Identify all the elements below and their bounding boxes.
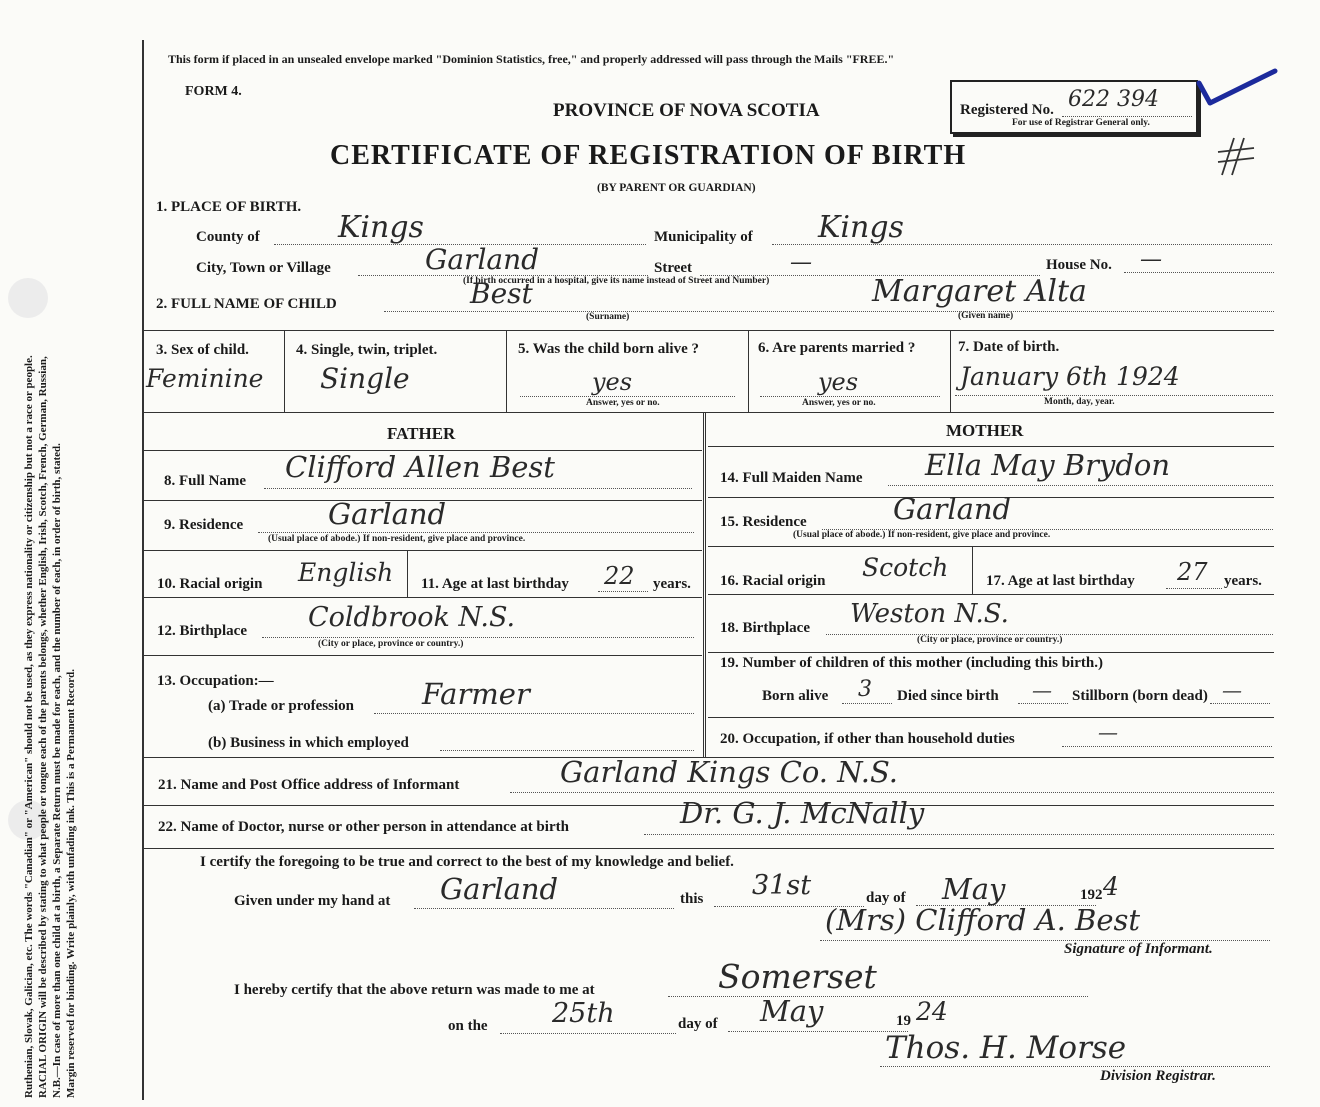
father-residence-note: (Usual place of abode.) If non-resident, give place and province. <box>268 534 526 544</box>
registrar-day-rule <box>500 1033 676 1034</box>
mother-birthplace-note: (City or place, province or country.) <box>917 635 1063 645</box>
mother-children-label: 19. Number of children of this mother (including this birth.) <box>720 655 1103 671</box>
mother-race-value: Scotch <box>862 553 949 582</box>
child-surname-value: Best <box>470 277 533 310</box>
born-alive-label: 5. Was the child born alive ? <box>518 341 699 357</box>
father-residence-rule <box>258 532 694 533</box>
rule-mother-race-end <box>972 546 973 594</box>
given-day-value: 31st <box>752 870 812 901</box>
margin-line: Ruthenian, Slovak, Galician, etc. The words "Canadian" or "American" should not be used, as they express nationality or citizenship but not a race or people. <box>23 355 35 1098</box>
rule-row3-bottom <box>144 412 1274 413</box>
certification-statement: I certify the foregoing to be true and correct to the best of my knowledge and belief. <box>200 854 734 870</box>
registrar-statement: I hereby certify that the above return was made to me at <box>234 982 595 998</box>
informant-signature-label: Signature of Informant. <box>1064 941 1213 957</box>
died-since-birth-rule <box>1018 703 1068 704</box>
father-name-rule <box>264 488 692 489</box>
street-label: Street <box>654 260 693 276</box>
informant-rule <box>510 792 1274 793</box>
tally-mark-icon <box>1212 130 1262 180</box>
father-business-rule <box>440 750 694 751</box>
rule-mother-4 <box>708 652 1274 653</box>
mother-occupation-rule <box>1062 746 1272 747</box>
county-value: Kings <box>338 210 424 245</box>
registrar-year-prefix: 19 <box>896 1013 911 1029</box>
registrar-signature-label: Division Registrar. <box>1100 1068 1216 1084</box>
doctor-label: 22. Name of Doctor, nurse or other person in attendance at birth <box>158 819 569 835</box>
father-trade-rule <box>374 713 694 714</box>
child-name-label: 2. FULL NAME OF CHILD <box>156 296 337 312</box>
rule-col1 <box>284 330 285 412</box>
margin-rule <box>142 40 144 1100</box>
given-day-of-label: day of <box>866 890 906 906</box>
rule-father-4 <box>144 655 702 656</box>
married-rule <box>760 396 940 397</box>
father-residence-value: Garland <box>328 497 447 531</box>
father-name-label: 8. Full Name <box>164 473 247 489</box>
father-birthplace-label: 12. Birthplace <box>157 623 247 639</box>
municipality-label: Municipality of <box>654 229 753 245</box>
mother-age-label: 17. Age at last birthday <box>986 573 1135 589</box>
father-race-label: 10. Racial origin <box>157 576 263 592</box>
registration-label: Registered No. <box>960 102 1054 118</box>
registration-rule <box>1062 116 1192 117</box>
house-number-rule <box>1124 272 1274 273</box>
given-under-hand-label: Given under my hand at <box>234 893 391 909</box>
stillborn-value: — <box>1222 678 1242 702</box>
father-age-label: 11. Age at last birthday <box>421 576 569 592</box>
registrar-month-value: May <box>760 994 824 1028</box>
mother-age-rule <box>1166 588 1222 589</box>
died-since-birth-label: Died since birth <box>897 688 999 704</box>
married-value: yes <box>818 368 859 396</box>
informant-value: Garland Kings Co. N.S. <box>560 755 898 789</box>
this-label: this <box>680 891 704 907</box>
parents-divider <box>703 412 706 757</box>
municipality-value: Kings <box>818 210 904 245</box>
registration-number: 622 394 <box>1068 87 1159 112</box>
given-year-value: 4 <box>1103 872 1119 901</box>
father-race-value: English <box>298 558 394 587</box>
surname-note: (Surname) <box>586 312 630 322</box>
rule-father-3 <box>144 597 702 598</box>
registrar-place-value: Somerset <box>718 957 877 996</box>
rule-father-race-end <box>407 550 408 597</box>
born-alive-note: Answer, yes or no. <box>586 398 660 408</box>
mother-birthplace-value: Weston N.S. <box>850 599 1009 629</box>
mother-occupation-value: — <box>1098 720 1118 744</box>
rule-father-2 <box>144 550 702 551</box>
registrar-day-value: 25th <box>552 998 615 1029</box>
father-birthplace-value: Coldbrook N.S. <box>308 602 516 633</box>
married-note: Answer, yes or no. <box>802 398 876 408</box>
document-subtitle: (BY PARENT OR GUARDIAN) <box>597 182 756 194</box>
given-year-prefix: 192 <box>1080 887 1103 903</box>
document-title: CERTIFICATE OF REGISTRATION OF BIRTH <box>330 140 967 171</box>
binding-margin-notes <box>22 58 78 1098</box>
given-name-note: (Given name) <box>958 311 1014 321</box>
father-business-label: (b) Business in which employed <box>208 735 409 751</box>
margin-line: N.B.—In case of more than one child at a birth, a Separate Return must be made for each, and the number of each, in order of birth, stated. <box>51 443 63 1098</box>
sex-value: Feminine <box>146 364 264 393</box>
street-value: — <box>790 250 812 275</box>
form-number: FORM 4. <box>185 84 242 99</box>
registrar-on-label: on the <box>448 1018 488 1034</box>
city-value: Garland <box>425 243 540 276</box>
county-label: County of <box>196 229 260 245</box>
doctor-rule <box>644 834 1274 835</box>
born-alive-count-value: 3 <box>858 677 872 702</box>
rule-heading-mother <box>708 446 1274 447</box>
mother-heading: MOTHER <box>946 421 1024 440</box>
given-month-value: May <box>942 872 1006 906</box>
born-alive-value: yes <box>592 368 633 396</box>
sex-label: 3. Sex of child. <box>156 342 249 358</box>
given-place-value: Garland <box>440 872 559 906</box>
registrar-month-rule <box>728 1031 908 1032</box>
married-label: 6. Are parents married ? <box>758 340 916 356</box>
plurality-value: Single <box>320 362 410 395</box>
registrar-day-of-label: day of <box>678 1016 718 1032</box>
mother-residence-label: 15. Residence <box>720 514 807 530</box>
stillborn-label: Stillborn (born dead) <box>1072 688 1208 704</box>
given-place-rule <box>414 908 674 909</box>
margin-line: Margin reserved for binding. Write plainly, with unfading ink. This is a Permanent Record. <box>65 669 77 1098</box>
house-number-label: House No. <box>1046 257 1112 273</box>
rule-mother-3 <box>708 594 1274 595</box>
mother-residence-note: (Usual place of abode.) If non-resident, give place and province. <box>793 530 1051 540</box>
father-trade-label: (a) Trade or profession <box>208 698 354 714</box>
father-age-rule <box>598 591 648 592</box>
father-residence-label: 9. Residence <box>164 517 244 533</box>
postal-notice: This form if placed in an unsealed envelope marked "Dominion Statistics, free," and properly addressed will pass through the Mails "FREE." <box>168 52 895 66</box>
rule-doctor <box>144 848 1274 849</box>
rule-row3-top <box>144 330 1274 331</box>
mother-name-label: 14. Full Maiden Name <box>720 470 863 486</box>
father-age-years: years. <box>653 576 691 592</box>
date-of-birth-note: Month, day, year. <box>1044 397 1115 407</box>
father-age-value: 22 <box>604 562 635 590</box>
registrar-year-value: 24 <box>916 997 948 1026</box>
mother-residence-value: Garland <box>893 492 1012 526</box>
house-number-value: — <box>1140 247 1162 272</box>
city-label: City, Town or Village <box>196 260 331 276</box>
registrar-signature-rule <box>880 1066 1270 1067</box>
born-alive-count-label: Born alive <box>762 688 829 704</box>
mother-birthplace-label: 18. Birthplace <box>720 620 810 636</box>
father-heading: FATHER <box>387 424 456 443</box>
date-of-birth-rule <box>955 395 1273 396</box>
rule-col3 <box>748 330 749 412</box>
mother-age-value: 27 <box>1177 558 1208 586</box>
informant-signature: (Mrs) Clifford A. Best <box>825 903 1141 937</box>
mother-name-value: Ella May Brydon <box>925 448 1171 482</box>
rule-mother-5 <box>708 717 1274 718</box>
check-mark-icon <box>1195 65 1280 110</box>
mother-name-rule <box>888 485 1273 486</box>
hospital-note: (If birth occurred in a hospital, give its name instead of Street and Number) <box>463 276 770 286</box>
doctor-value: Dr. G. J. McNally <box>680 796 925 830</box>
father-birthplace-note: (City or place, province or country.) <box>318 639 464 649</box>
rule-col4 <box>950 330 951 412</box>
child-name-rule <box>384 311 1274 312</box>
father-occupation-label: 13. Occupation:— <box>157 673 274 689</box>
mother-age-years: years. <box>1224 573 1262 589</box>
father-name-value: Clifford Allen Best <box>285 450 555 484</box>
mother-race-label: 16. Racial origin <box>720 573 826 589</box>
born-alive-rule <box>520 396 735 397</box>
born-alive-count-rule <box>842 703 892 704</box>
father-trade-value: Farmer <box>422 677 530 711</box>
registration-note: For use of Registrar General only. <box>1012 118 1150 128</box>
child-given-name-value: Margaret Alta <box>872 274 1087 309</box>
place-of-birth-label: 1. PLACE OF BIRTH. <box>156 199 302 215</box>
stillborn-rule <box>1210 703 1270 704</box>
died-since-birth-value: — <box>1032 678 1052 702</box>
date-of-birth-label: 7. Date of birth. <box>958 339 1060 355</box>
mother-occupation-label: 20. Occupation, if other than household duties <box>720 731 1015 747</box>
rule-mother-2 <box>708 546 1274 547</box>
registrar-signature: Thos. H. Morse <box>885 1030 1127 1066</box>
informant-label: 21. Name and Post Office address of Informant <box>158 777 460 793</box>
registrar-place-rule <box>668 996 1088 997</box>
rule-col2 <box>506 330 507 412</box>
date-of-birth-value: January 6th 1924 <box>960 362 1180 391</box>
registration-box <box>950 80 1198 134</box>
margin-line: RACIAL ORIGIN will be described by stating to what people or tongue each of the parents belongs, whether English, Irish, Scotch, French, German, Russian, <box>37 356 49 1098</box>
plurality-label: 4. Single, twin, triplet. <box>296 342 438 358</box>
province-heading: PROVINCE OF NOVA SCOTIA <box>553 100 820 121</box>
father-birthplace-rule <box>262 637 694 638</box>
